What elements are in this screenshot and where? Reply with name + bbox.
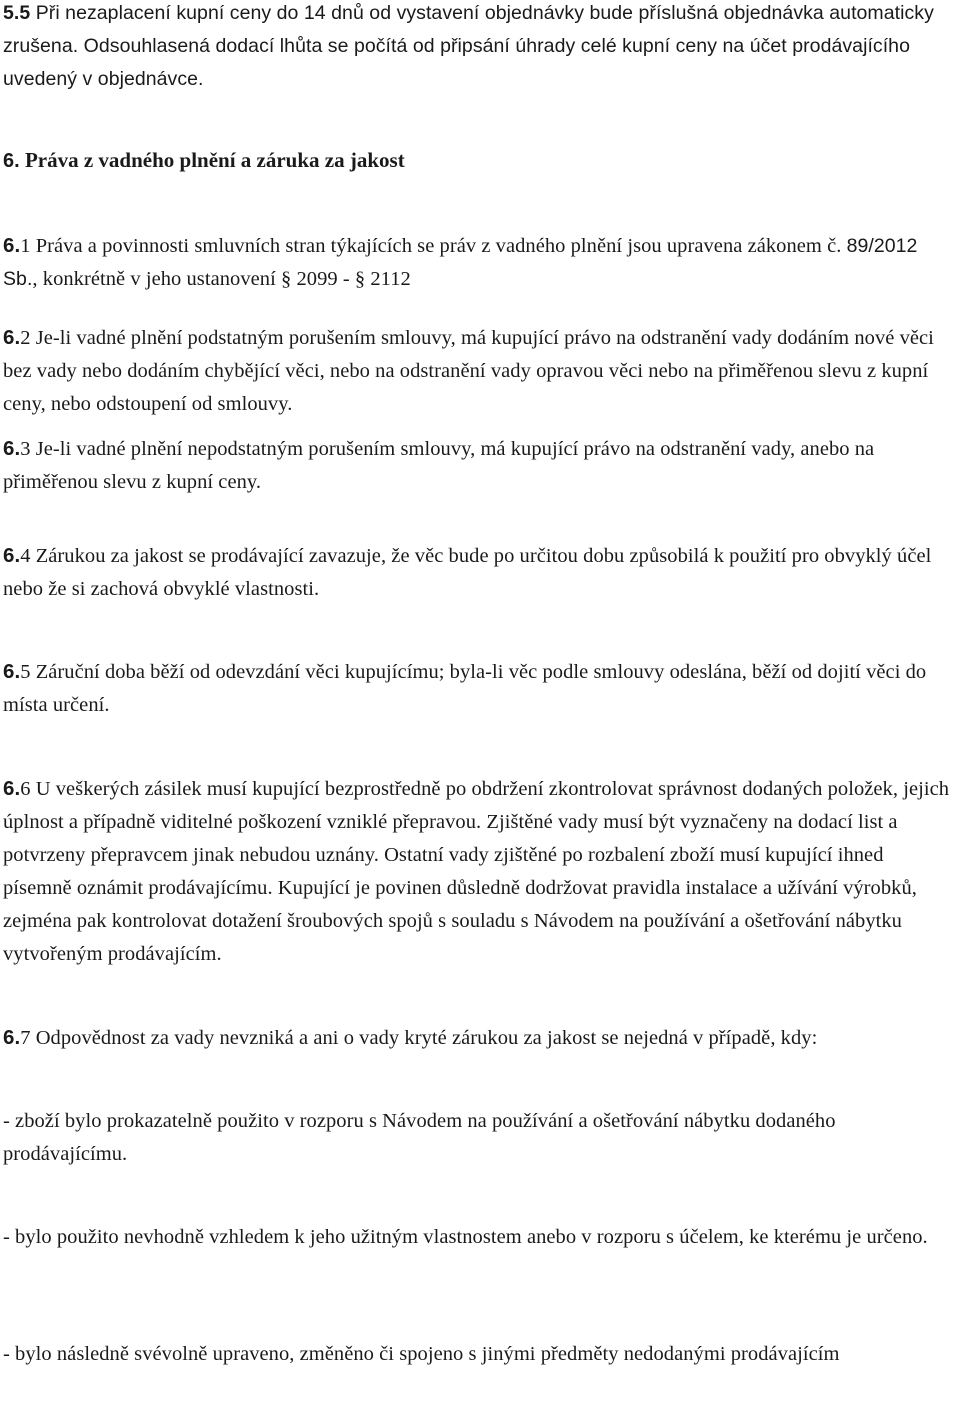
list-item-text: - bylo následně svévolně upraveno, změněno či spojeno s jinými předměty nedodanými prodávajícím	[3, 1343, 840, 1365]
paragraph-number: 6.	[3, 326, 21, 349]
paragraph-5-5	[3, 0, 955, 96]
paragraph-text: Je-li vadné plnění podstatným porušením smlouvy, má kupující právo na odstranění vady dodáním nové věci bez vady nebo dodáním chybějící věci, nebo na odstranění vady opravou věci nebo na přiměřenou slevu z kupní ceny, nebo odstoupení od smlouvy.	[3, 327, 934, 415]
paragraph-6-3	[3, 432, 955, 499]
paragraph-text: Odpovědnost za vady nevzniká a ani o vady kryté zárukou za jakost se nejedná v případě, kdy:	[30, 1027, 818, 1049]
paragraph-number-tail: 4	[20, 545, 31, 567]
section-heading-6	[3, 144, 405, 178]
paragraph-text: Při nezaplacení kupní ceny do 14 dnů od vystavení objednávky bude příslušná objednávka automaticky zrušena. Odsouhlasená dodací lhůta se počítá od připsání úhrady celé kupní ceny na účet prodávajícího uvedený v objednávce.	[3, 2, 934, 90]
paragraph-number-tail: 1	[20, 235, 31, 257]
paragraph-text: Záruční doba běží od odevzdání věci kupujícímu; byla-li věc podle smlouvy odeslána, běží od dojití věci do místa určení.	[3, 661, 927, 716]
paragraph-number-tail: 2	[20, 327, 31, 349]
paragraph-number: 6.	[3, 234, 21, 257]
list-item-2	[3, 1221, 955, 1254]
paragraph-text: Práva a povinnosti smluvních stran týkajících se práv z vadného plnění jsou upravena zákonem č.	[30, 235, 847, 257]
paragraph-number-tail: 6	[20, 778, 31, 800]
section-number: 6.	[3, 150, 20, 172]
paragraph-number-tail: 5	[20, 661, 31, 683]
list-item-3	[3, 1338, 955, 1371]
paragraph-number: 6.	[3, 544, 21, 567]
paragraph-6-6	[3, 772, 955, 971]
paragraph-number: 6.	[3, 437, 21, 460]
law-reference: 89/2012 Sb.	[3, 235, 918, 290]
paragraph-number: 5.5	[3, 2, 31, 24]
paragraph-6-2	[3, 321, 955, 421]
list-item-1	[3, 1105, 955, 1171]
paragraph-text: Je-li vadné plnění nepodstatným porušením smlouvy, má kupující právo na odstranění vady, anebo na přiměřenou slevu z kupní ceny.	[3, 438, 875, 493]
paragraph-text: U veškerých zásilek musí kupující bezprostředně po obdržení zkontrolovat správnost dodaných položek, jejich úplnost a případně viditelné poškození vzniklé přepravou. Zjištěné vady musí být vyznačeny na dodací list a potvrzeny přepravcem jinak nebudou uznány. Ostatní vady zjištěné po rozbalení zboží musí kupující ihned písemně oznámit prodávajícímu. Kupující je povinen důsledně dodržovat pravidla instalace a užívání výrobků, zejména pak kontrolovat dotažení šroubových spojů s souladu s Návodem na používání a ošetřování nábytku vytvořeným prodávajícím.	[3, 778, 950, 965]
paragraph-text-tail: , konkrétně v jeho ustanovení § 2099 - § 2112	[32, 268, 411, 290]
paragraph-number-tail: 7	[20, 1027, 31, 1049]
list-item-text: - bylo použito nevhodně vzhledem k jeho užitným vlastnostem anebo v rozporu s účelem, ke kterému je určeno.	[3, 1226, 928, 1248]
paragraph-6-1	[3, 229, 955, 296]
paragraph-number: 6.	[3, 1026, 21, 1049]
paragraph-6-4	[3, 539, 955, 606]
paragraph-text: Zárukou za jakost se prodávající zavazuje, že věc bude po určitou dobu způsobilá k použití pro obvyklý účel nebo že si zachová obvyklé vlastnosti.	[3, 545, 932, 600]
paragraph-number: 6.	[3, 777, 21, 800]
paragraph-number: 6.	[3, 660, 21, 683]
paragraph-number-tail: 3	[20, 438, 31, 460]
paragraph-6-5	[3, 655, 955, 722]
paragraph-6-7	[3, 1021, 955, 1055]
section-title: Práva z vadného plnění a záruka za jakost	[19, 148, 405, 172]
list-item-text: - zboží bylo prokazatelně použito v rozporu s Návodem na používání a ošetřování nábytku dodaného prodávajícímu.	[3, 1110, 836, 1165]
